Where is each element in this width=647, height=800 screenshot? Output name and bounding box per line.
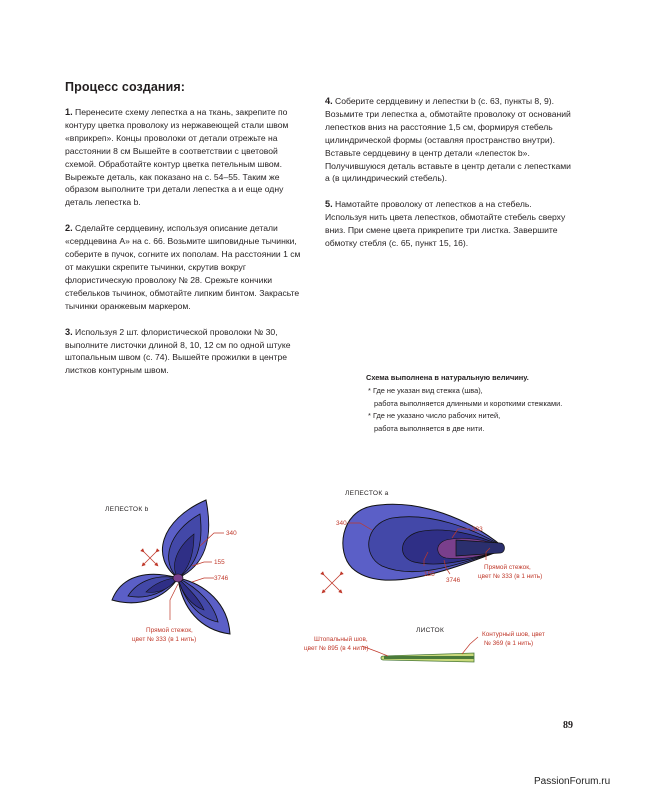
step-number: 4. xyxy=(325,96,333,106)
petal-b-label-340: 340 xyxy=(226,530,237,537)
step-number: 3. xyxy=(65,326,73,337)
petal-a-stitch-label-2: цвет № 333 (в 1 нить) xyxy=(478,573,543,580)
leaf-figure xyxy=(304,627,545,662)
page-heading: Процесс создания: xyxy=(65,80,186,94)
grain-direction-icon xyxy=(143,551,157,565)
petal-b-stitch-label-2: цвет № 333 (в 1 нить) xyxy=(132,636,197,643)
leaf-left-label-2: цвет № 895 (в 4 нити) xyxy=(304,645,369,652)
petal-a-label-3746: 3746 xyxy=(446,577,461,584)
step-number: 2. xyxy=(65,223,73,234)
step-text: Перенесите схему лепестка а на ткань, закрепите по контуру цветка проволоку из нержавеющей стали швом «вприкреп». Концы проволоки от детали отрежьте на расстоянии 8 см Вышейте в соответствии с цветовой схемой. Обработайте контур цветка петельным швом. Вырежьте деталь, как показано на с. 54–55. Таким же образом выполните три детали лепестка а и еще одну деталь лепестка b. xyxy=(65,107,289,208)
step-text: Сделайте сердцевину, используя описание детали «сердцевина А» на с. 66. Возьмите шиповидные тычинки, соберите в пучок, согните их пополам. На расстоянии 1 см от макушки скрепите тычинки, скрутив вокруг флористическую проволоку № 28. Срежьте кончики стебельков тычинок, обмотайте липким бинтом. Закрасьте тычинки оранжевым маркером. xyxy=(65,223,301,311)
petal-a-caption: ЛЕПЕСТОК а xyxy=(345,490,389,497)
note-text: Где не указано число рабочих нитей, xyxy=(372,411,501,421)
watermark: PassionForum.ru xyxy=(534,776,611,787)
leaf-caption: ЛИСТОК xyxy=(416,627,445,634)
petal-b-stitch-label-1: Прямой стежок, xyxy=(146,627,193,634)
step-text: Намотайте проволоку от лепестков а на стебель. Используя нить цвета лепестков, обмотайте стебель сверху вниз. При смене цвета прикрепите три листка. Завершите обмотку стебля (с. 65, пункт 15, 16). xyxy=(325,199,566,249)
note-text: работа выполняется длинными и короткими стежками. xyxy=(374,398,563,408)
scheme-note-1: * Где не указан вид стежка (шва), xyxy=(368,385,483,395)
note-text: работа выполняется в две нити. xyxy=(374,424,485,434)
petal-a-label-333: 333 xyxy=(472,526,483,533)
petal-b-label-155: 155 xyxy=(214,559,225,566)
petal-a-label-155: 155 xyxy=(424,571,435,578)
step-number: 1. xyxy=(65,107,73,117)
petal-a-stitch-label-1: Прямой стежок, xyxy=(484,564,531,571)
step-text: Используя 2 шт. флористической проволоки № 30, выполните листочки длиной 8, 10, 12 см по одной штуке штопальным швом (с. 74). Вышейте прожилки в центре листков контурным швом. xyxy=(65,326,291,376)
grain-direction-icon xyxy=(323,574,341,592)
petal-b-label-3746: 3746 xyxy=(214,575,229,582)
petal-b-figure xyxy=(105,500,237,643)
petal-b-caption: ЛЕПЕСТОК b xyxy=(105,506,149,513)
leaf-left-label-1: Штопальный шов, xyxy=(314,636,368,643)
scheme-title: Схема выполнена в натуральную величину. xyxy=(366,373,529,382)
step-number: 5. xyxy=(325,199,333,210)
note-text: Где не указан вид стежка (шва), xyxy=(372,385,483,395)
leaf-right-label-1: Контурный шов, цвет xyxy=(482,631,545,638)
scheme-note-2: * Где не указано число рабочих нитей, xyxy=(368,411,501,421)
step-text: Соберите сердцевину и лепестки b (с. 63, пункты 8, 9). Возьмите три лепестка а, обмотайте проволоку от оснований лепестков вниз на расстояние 1,5 см, формируя стебель цилиндрической формы (оставляя пространство внутри). Вставьте сердцевину в центр детали «лепесток b». Получившуюся деталь вставьте в центр детали с лепестками а (в цилиндрический стебель). xyxy=(325,96,571,184)
petal-a-figure xyxy=(323,490,542,592)
petal-a-label-340: 340 xyxy=(336,520,347,527)
leaf-right-label-2: № 369 (в 1 нить) xyxy=(484,640,534,647)
page-number: 89 xyxy=(563,720,573,731)
